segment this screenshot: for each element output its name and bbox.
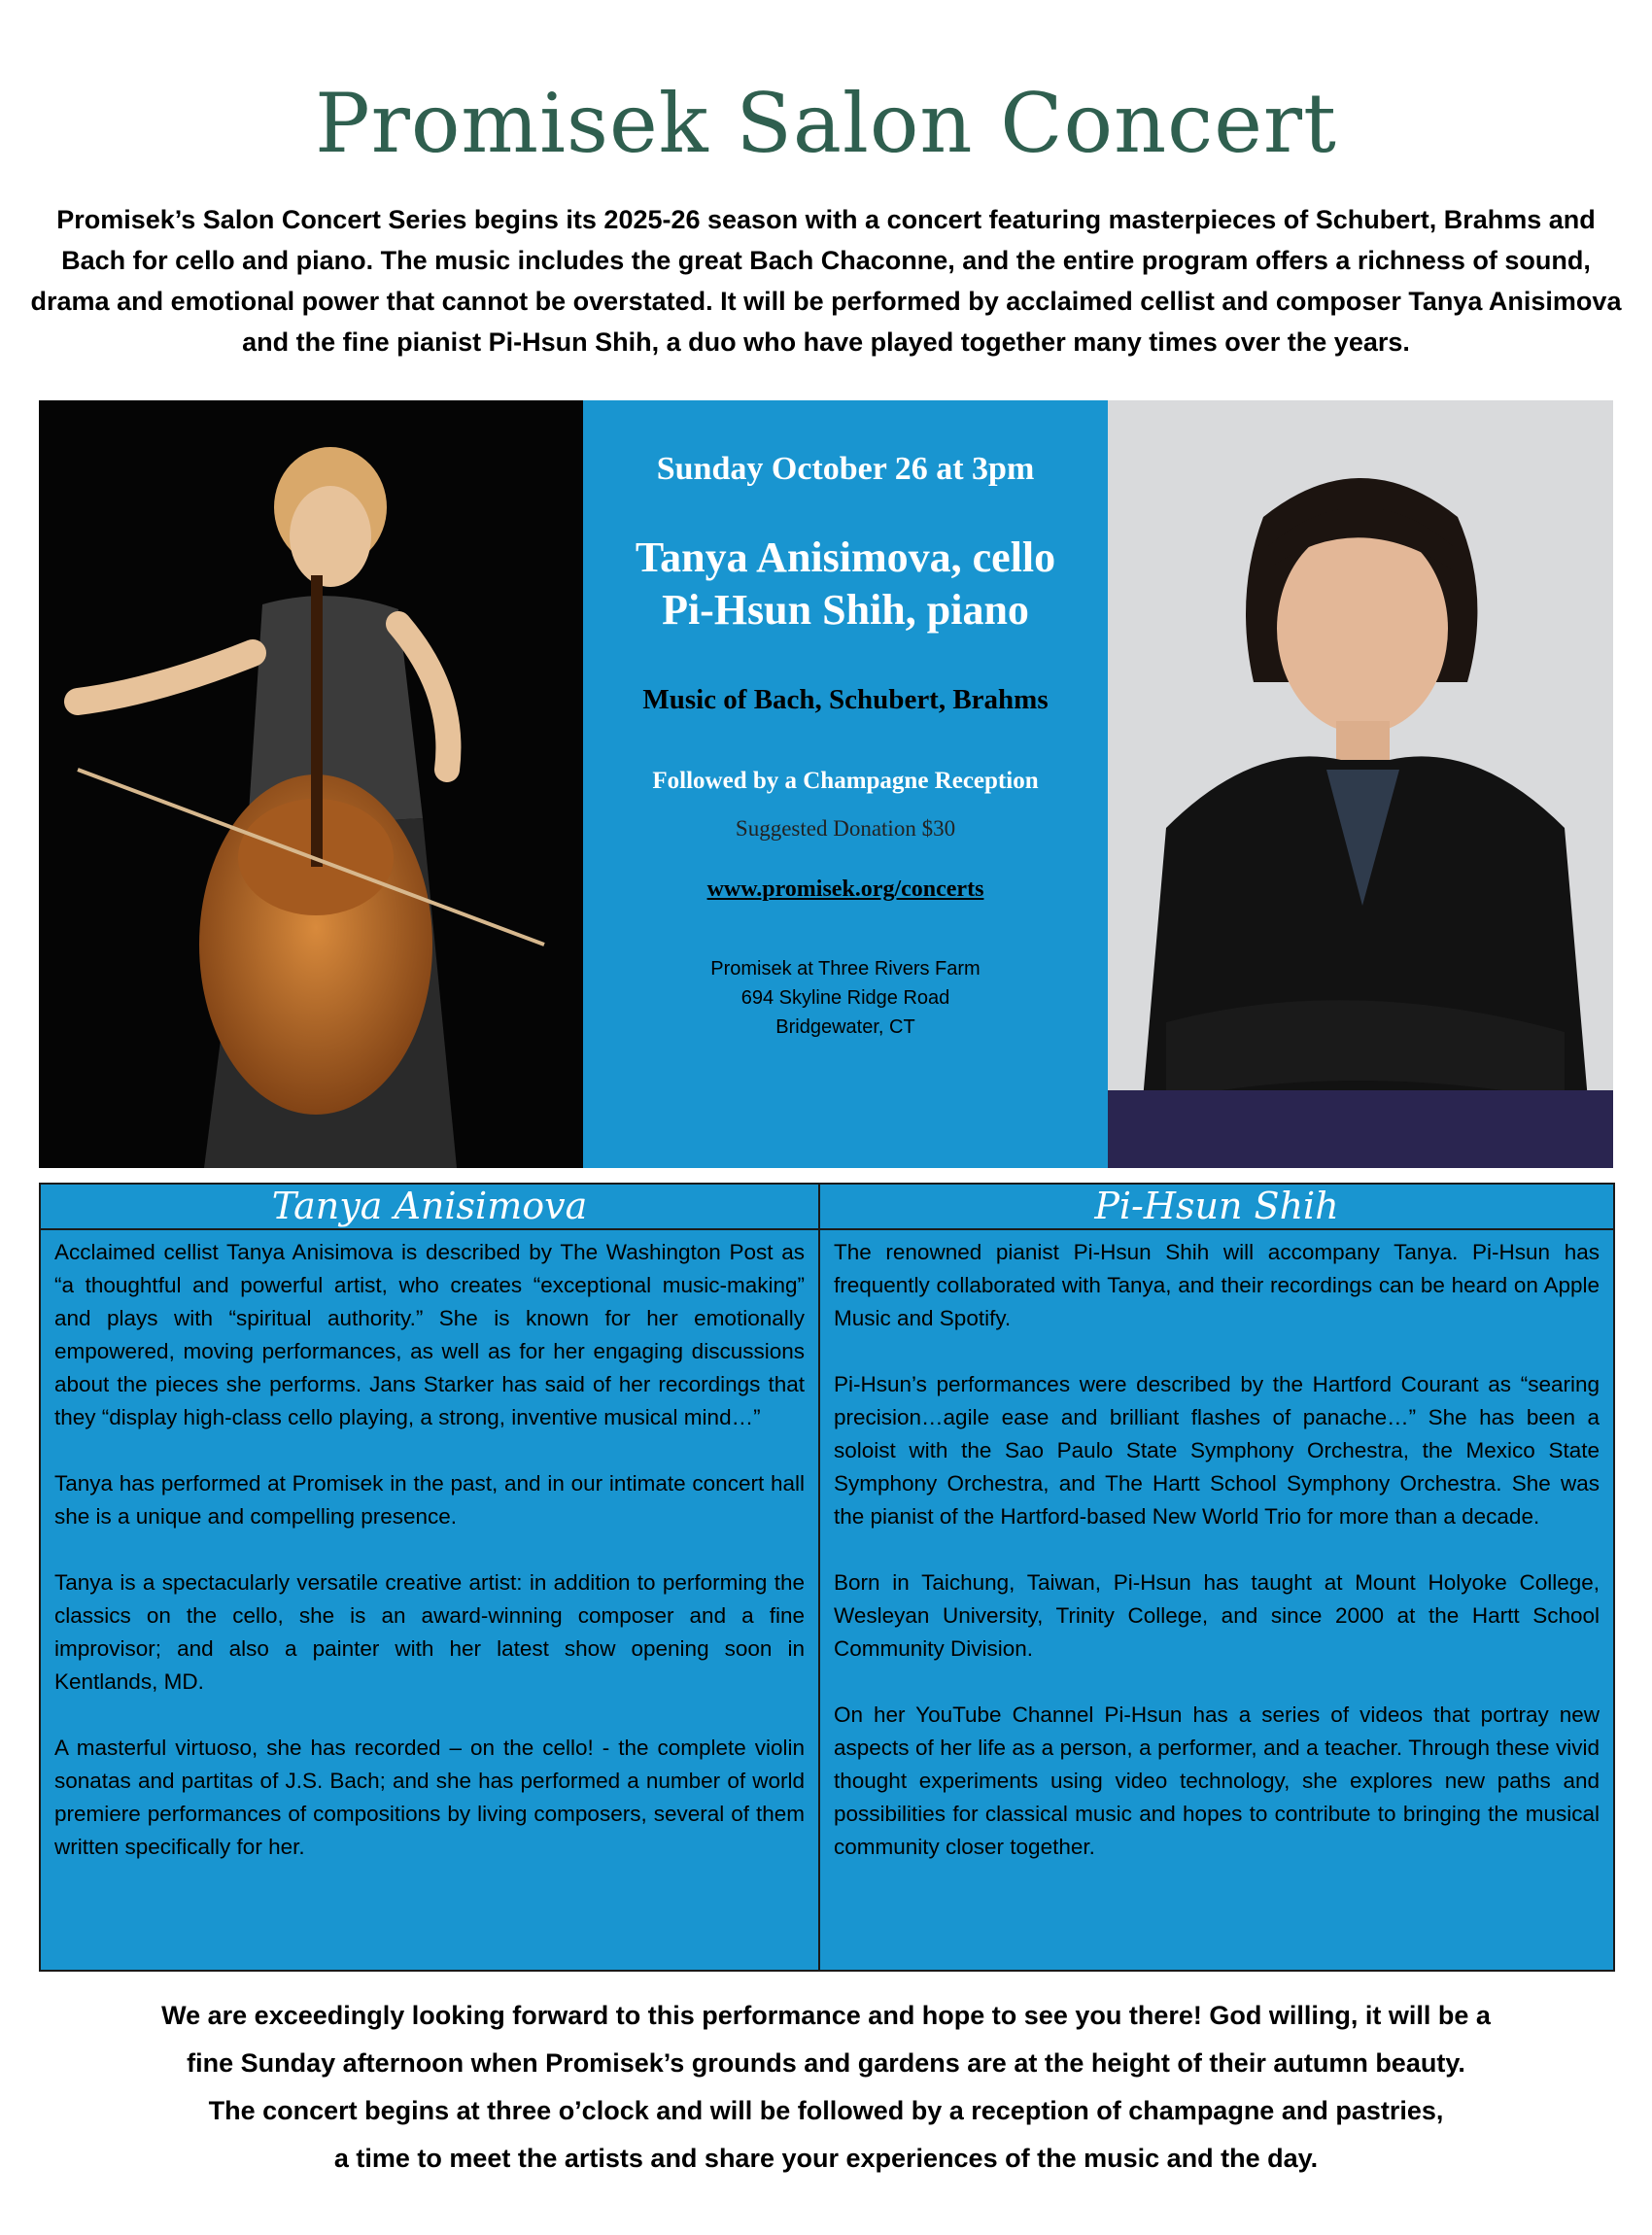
bio-paragraph: On her YouTube Channel Pi-Hsun has a series of videos that portray new aspects of her life as a person, a performer, and a teacher. Through these vivid thought experiments using video technology, she explores new paths and possibilities for classical music and hopes to contribute to bringing the musical community closer together.: [834, 1702, 1600, 1859]
venue-name: Promisek at Three Rivers Farm: [710, 958, 981, 980]
cellist-photo: [39, 400, 583, 1168]
closing-line: fine Sunday afternoon when Promisek’s grounds and gardens are at the height of their autumn beauty.: [187, 2048, 1465, 2078]
bio-text-pihsun: [820, 1230, 1613, 1864]
bio-paragraph: Tanya is a spectacularly versatile creative artist: in addition to performing the classics on the cello, she is an award-winning composer and a fine improvisor; and also a painter with her latest show opening soon in Kentlands, MD.: [54, 1570, 805, 1694]
bio-paragraph: Born in Taichung, Taiwan, Pi-Hsun has taught at Mount Holyoke College, Wesleyan University, Trinity College, and since 2000 at the Hartt School Community Division.: [834, 1570, 1600, 1661]
bio-column-tanya: [41, 1185, 820, 1970]
page-title: Promisek Salon Concert: [315, 76, 1337, 171]
bio-paragraph: A masterful virtuoso, she has recorded – on the cello! - the complete violin sonatas and partitas of J.S. Bach; and she has performed a number of world premiere performances of compositions by living composers, several of them written specifically for her.: [54, 1736, 805, 1859]
venue-city: Bridgewater, CT: [775, 1016, 915, 1038]
pianist-photo: [1108, 400, 1613, 1168]
performers: [583, 532, 1108, 636]
closing-line: The concert begins at three o’clock and will be followed by a reception of champagne and pastries,: [208, 2096, 1444, 2125]
pianist-illustration: [1108, 400, 1613, 1168]
bio-text-tanya: [41, 1230, 818, 1864]
donation-note: Suggested Donation $30: [735, 816, 956, 841]
event-hero: [39, 400, 1615, 1168]
bio-heading-pihsun: Pi-Hsun Shih: [820, 1185, 1613, 1230]
event-date: Sunday October 26 at 3pm: [656, 451, 1035, 487]
closing-line: We are exceedingly looking forward to this performance and hope to see you there! God willing, it will be a: [161, 2001, 1491, 2030]
intro-paragraph: Promisek’s Salon Concert Series begins its 2025-26 season with a concert featuring masterpieces of Schubert, Brahms and Bach for cello and piano. The music includes the great Bach Chaconne, and the entire program offers a richness of sound, drama and emotional power that cannot be overstated. It will be performed by acclaimed cellist and composer Tanya Anisimova and the fine pianist Pi-Hsun Shih, a duo who have played together many times over the years.: [30, 205, 1622, 357]
venue-street: 694 Skyline Ridge Road: [740, 987, 950, 1009]
cellist-illustration: [39, 400, 583, 1168]
venue-address: [583, 954, 1108, 1042]
closing-line: a time to meet the artists and share your experiences of the music and the day.: [333, 2144, 1319, 2173]
event-info-panel: [583, 400, 1108, 1168]
concerts-link[interactable]: www.promisek.org/concerts: [706, 877, 984, 902]
bio-column-pihsun: [820, 1185, 1613, 1970]
bio-paragraph: The renowned pianist Pi-Hsun Shih will accompany Tanya. Pi-Hsun has frequently collaborated with Tanya, and their recordings can be heard on Apple Music and Spotify.: [834, 1240, 1600, 1330]
bio-paragraph: Tanya has performed at Promisek in the past, and in our intimate concert hall she is a unique and compelling presence.: [54, 1471, 805, 1529]
reception-note: Followed by a Champagne Reception: [652, 768, 1039, 794]
bio-table: [39, 1183, 1615, 1972]
program-composers: Music of Bach, Schubert, Brahms: [642, 684, 1049, 715]
bio-paragraph: Acclaimed cellist Tanya Anisimova is described by The Washington Post as “a thoughtful and powerful artist, who creates “exceptional music-making” and plays with “spiritual authority.” She is known for her emotionally empowered, moving performances, as well as for her engaging discussions about the pieces she performs. Jans Starker has said of her recordings that they “display high-class cello playing, a strong, inventive musical mind…”: [54, 1240, 805, 1429]
performer-piano: Pi-Hsun Shih, piano: [662, 586, 1029, 634]
bio-heading-tanya: Tanya Anisimova: [41, 1185, 818, 1230]
bio-paragraph: Pi-Hsun’s performances were described by the Hartford Courant as “searing precision…agile ease and brilliant flashes of panache…” She has been a soloist with the Sao Paulo State Symphony Orchestra, the Mexico State Symphony Orchestra, and The Hartt School Symphony Orchestra. She was the pianist of the Hartford-based New World Trio for more than a decade.: [834, 1372, 1600, 1529]
closing-message: [29, 1992, 1623, 2183]
performer-cello: Tanya Anisimova, cello: [635, 533, 1056, 581]
